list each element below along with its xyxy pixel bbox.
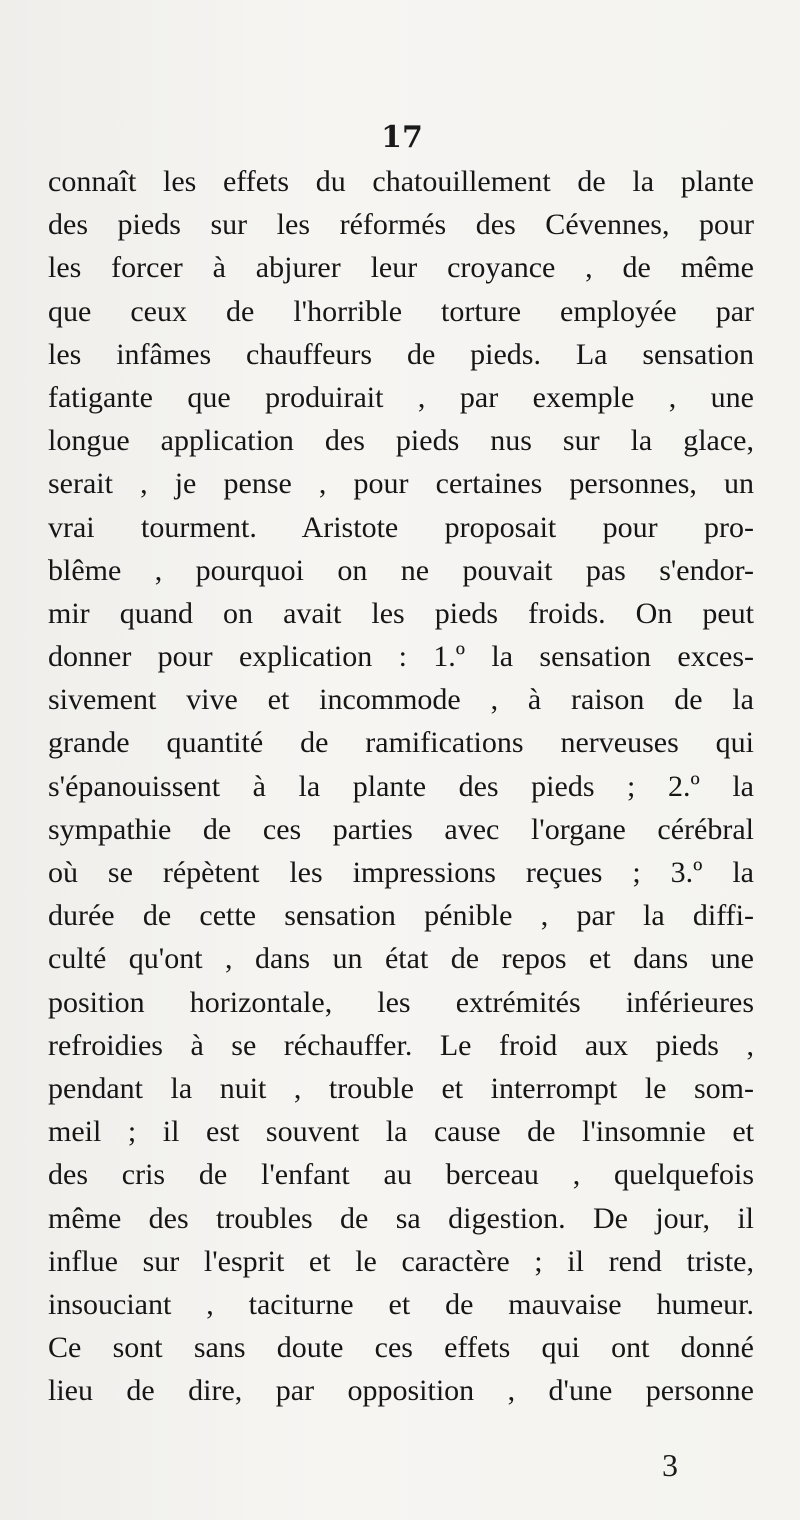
text-line: culté qu'ont , dans un état de repos et dans une bbox=[48, 942, 754, 976]
text-line: meil ; il est souvent la cause de l'insomnie et bbox=[48, 1115, 754, 1149]
text-line: position horizontale, les extrémités inférieures bbox=[48, 985, 754, 1019]
text-line: mir quand on avait les pieds froids. On peut bbox=[48, 596, 754, 630]
text-line: des pieds sur les réformés des Cévennes, pour bbox=[48, 208, 754, 242]
text-line: sympathie de ces parties avec l'organe cérébral bbox=[48, 812, 754, 846]
text-line: connaît les effets du chatouillement de la plante bbox=[48, 165, 754, 198]
text-line: donner pour explication : 1.º la sensation exces- bbox=[48, 640, 754, 674]
text-line: s'épanouissent à la plante des pieds ; 2.º la bbox=[48, 769, 754, 803]
text-line: durée de cette sensation pénible , par la diffi- bbox=[48, 899, 754, 933]
text-line: blême , pourquoi on ne pouvait pas s'endor- bbox=[48, 553, 754, 587]
text-line: fatigante que produirait , par exemple , une bbox=[48, 380, 754, 414]
text-line: même des troubles de sa digestion. De jour, il bbox=[48, 1201, 754, 1235]
text-line: refroidies à se réchauffer. Le froid aux pieds , bbox=[48, 1028, 754, 1062]
text-line: des cris de l'enfant au berceau , quelquefois bbox=[48, 1158, 754, 1192]
text-line: lieu de dire, par opposition , d'une personne bbox=[48, 1374, 754, 1408]
text-line: grande quantité de ramifications nerveuses qui bbox=[48, 726, 754, 760]
text-line: influe sur l'esprit et le caractère ; il rend triste, bbox=[48, 1244, 754, 1278]
text-line: les forcer à abjurer leur croyance , de même bbox=[48, 251, 754, 285]
body-text bbox=[48, 160, 754, 1412]
text-line: serait , je pense , pour certaines personnes, un bbox=[48, 467, 754, 501]
text-line: Ce sont sans doute ces effets qui ont donné bbox=[48, 1331, 754, 1365]
text-line: les infâmes chauffeurs de pieds. La sensation bbox=[48, 337, 754, 371]
text-line: insouciant , taciturne et de mauvaise humeur. bbox=[48, 1287, 754, 1321]
text-line: sivement vive et incommode , à raison de la bbox=[48, 683, 754, 717]
page-number: 17 bbox=[381, 120, 423, 155]
text-line: où se répètent les impressions reçues ; 3.º la bbox=[48, 856, 754, 889]
signature-mark: 3 bbox=[662, 1447, 678, 1483]
text-line: pendant la nuit , trouble et interrompt le som- bbox=[48, 1071, 754, 1105]
text-line: que ceux de l'horrible torture employée par bbox=[48, 294, 754, 328]
text-line: longue application des pieds nus sur la glace, bbox=[48, 424, 754, 458]
text-line: vrai tourment. Aristote proposait pour pro- bbox=[48, 510, 754, 544]
